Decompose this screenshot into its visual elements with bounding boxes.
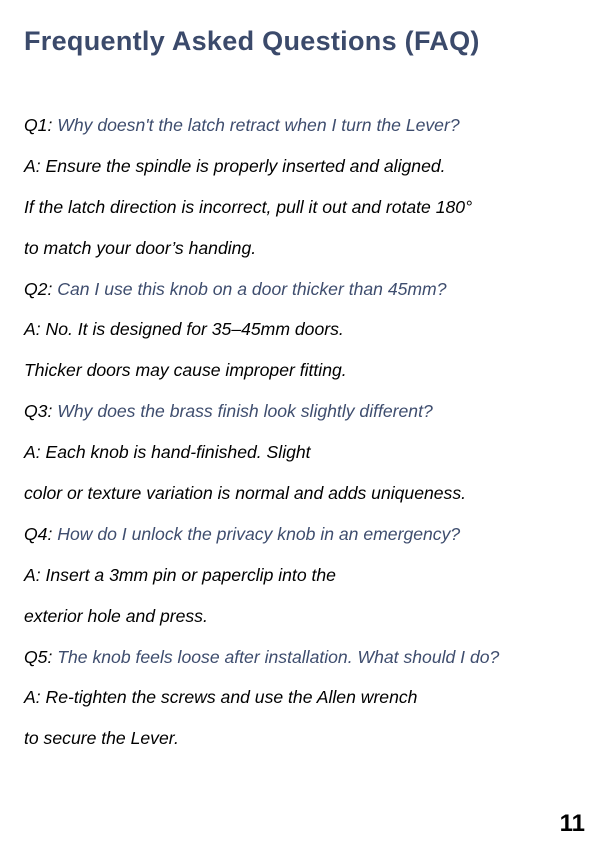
question-number: Q4: — [24, 523, 53, 544]
faq-question — [24, 398, 594, 439]
faq-question — [24, 112, 594, 153]
page-title: Frequently Asked Questions (FAQ) — [24, 26, 480, 56]
question-text: How do I unlock the privacy knob in an emergency? — [57, 523, 461, 544]
faq-answer-line: If the latch direction is incorrect, pull it out and rotate 180° — [24, 196, 473, 217]
question-text: Why doesn't the latch retract when I turn the Lever? — [57, 115, 460, 135]
faq-answer-line: A: Re-tighten the screws and use the Allen wrench — [24, 687, 418, 708]
faq-answer-line: A: No. It is designed for 35–45mm doors. — [24, 319, 344, 340]
faq-question — [24, 521, 594, 562]
faq-answer-line: exterior hole and press. — [24, 605, 208, 626]
faq-answer-line: to match your door’s handing. — [24, 237, 257, 258]
question-number: Q1: — [24, 115, 53, 135]
question-number: Q2: — [24, 278, 53, 299]
faq-answer-line: A: Each knob is hand-finished. Slight — [24, 442, 311, 463]
question-number: Q5: — [24, 646, 53, 667]
faq-answer-line: color or texture variation is normal and adds uniqueness. — [24, 483, 467, 504]
faq-list — [24, 112, 594, 766]
faq-question — [24, 644, 594, 685]
question-text: Why does the brass finish look slightly different? — [57, 401, 433, 422]
faq-answer-line: to secure the Lever. — [24, 728, 179, 749]
page-number: 11 — [559, 810, 585, 837]
faq-answer-line: A: Insert a 3mm pin or paperclip into the — [24, 564, 336, 585]
faq-question — [24, 276, 594, 317]
question-number: Q3: — [24, 401, 53, 422]
faq-answer-line: Thicker doors may cause improper fitting. — [24, 360, 347, 381]
question-text: The knob feels loose after installation. What should I do? — [57, 646, 500, 667]
question-text: Can I use this knob on a door thicker than 45mm? — [57, 278, 447, 299]
faq-answer-line: A: Ensure the spindle is properly inserted and aligned. — [24, 155, 446, 176]
